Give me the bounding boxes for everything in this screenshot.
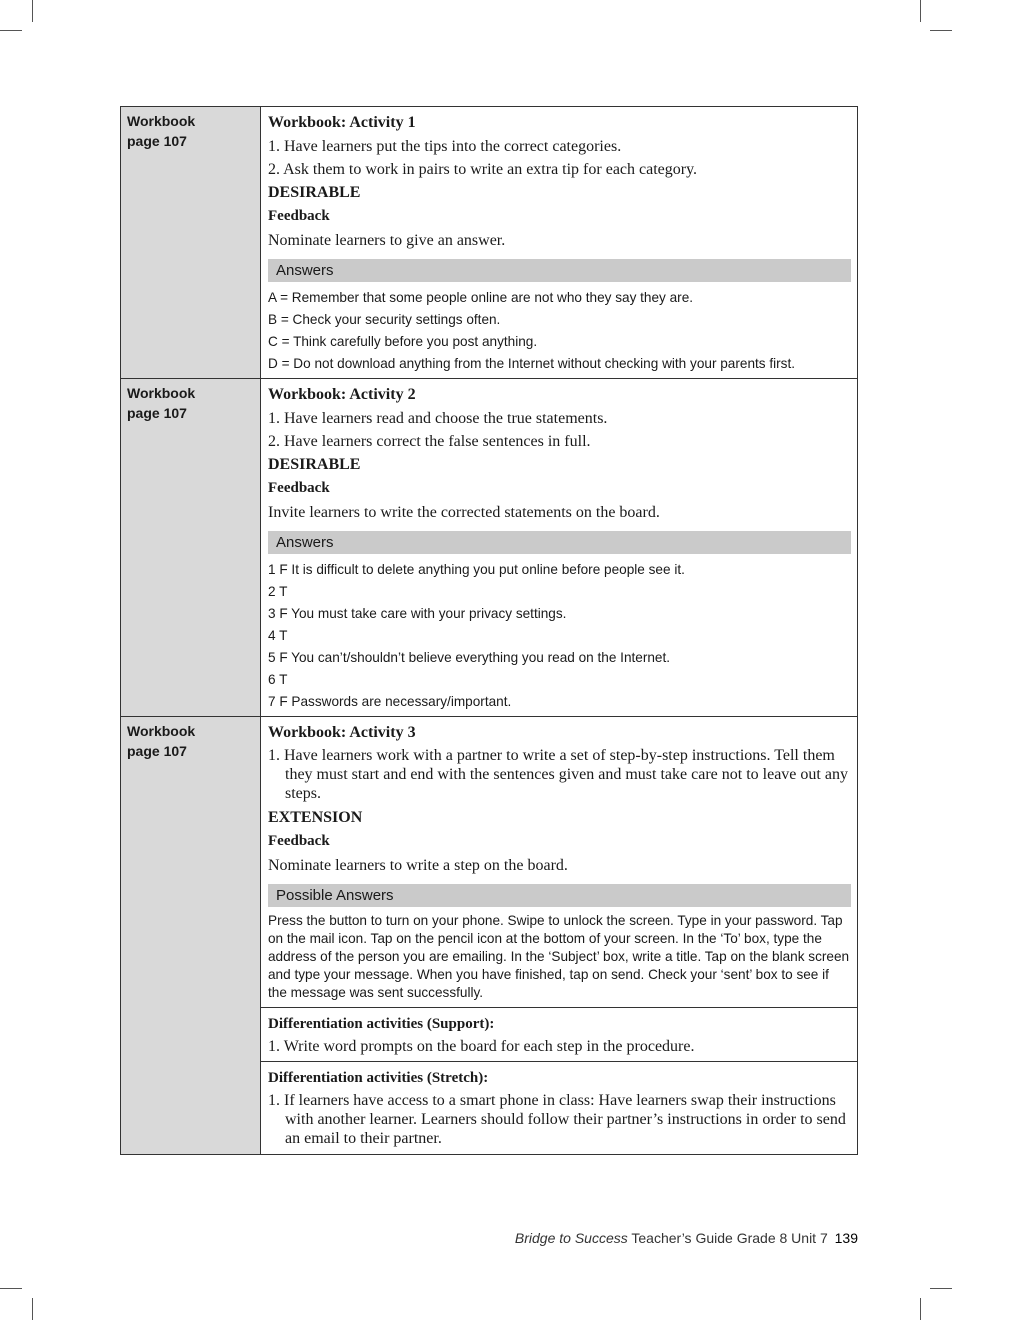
step: 1. If learners have access to a smart phone in class: Have learners swap their instructions with another learner. Learners should follow their partner’s instructions in order to send an email to their partner. — [268, 1092, 846, 1147]
support-cell — [261, 1008, 858, 1062]
support-title: Differentiation activities (Support): — [268, 1016, 495, 1032]
workbook-ref-cell — [121, 717, 261, 1155]
step: 1. Have learners read and choose the true statements. — [268, 410, 608, 427]
step: 1. Have learners put the tips into the correct categories. — [268, 138, 622, 155]
answer-line: A = Remember that some people online are not who they say they are. — [268, 290, 694, 305]
stretch-cell — [261, 1062, 858, 1155]
activity-title: Workbook: Activity 2 — [268, 386, 416, 403]
workbook-ref-cell — [121, 107, 261, 379]
crop-mark — [930, 30, 952, 31]
answer-line: 4 T — [268, 628, 288, 643]
answers-heading: Answers — [268, 259, 851, 282]
table-row — [121, 107, 858, 379]
step: 2. Ask them to work in pairs to write an extra tip for each category. — [268, 161, 698, 178]
activity-cell — [261, 717, 858, 1008]
answer-line: 1 F It is difficult to delete anything you put online before people see it. — [268, 562, 685, 577]
answer-line: D = Do not download anything from the Internet without checking with your parents first. — [268, 356, 796, 371]
book-title: Bridge to Success — [514, 1230, 628, 1246]
feedback-text: Nominate learners to write a step on the board. — [268, 857, 568, 874]
feedback-text: Invite learners to write the corrected statements on the board. — [268, 504, 660, 521]
crop-mark — [0, 1288, 22, 1289]
activity-title: Workbook: Activity 1 — [268, 114, 416, 131]
crop-mark — [32, 1298, 33, 1320]
page-footer — [300, 1230, 858, 1246]
step: 1. Have learners work with a partner to write a set of step-by-step instructions. Tell them they must start and end with the sentences given and must take care not to leave out any steps. — [268, 747, 848, 802]
crop-mark — [930, 1288, 952, 1289]
answer-line: C = Think carefully before you post anything. — [268, 334, 538, 349]
answer-line: 5 F You can’t/shouldn’t believe everything you read on the Internet. — [268, 650, 671, 665]
footer-subtitle: Teacher’s Guide Grade 8 Unit 7 — [631, 1230, 828, 1246]
answer-line: 6 T — [268, 672, 288, 687]
feedback-text: Nominate learners to give an answer. — [268, 232, 506, 249]
activity-cell — [261, 379, 858, 717]
page-number: 139 — [834, 1230, 858, 1246]
crop-mark — [32, 0, 33, 22]
possible-answers-heading: Possible Answers — [268, 884, 851, 907]
table-row — [121, 379, 858, 717]
workbook-ref: Workbook page 107 — [127, 385, 196, 421]
activity-tag: EXTENSION — [268, 809, 363, 826]
feedback-label: Feedback — [268, 480, 330, 496]
crop-mark — [920, 1298, 921, 1320]
answer-line: 7 F Passwords are necessary/important. — [268, 694, 512, 709]
activity-cell — [261, 107, 858, 379]
activity-tag: DESIRABLE — [268, 184, 361, 201]
table-row — [121, 717, 858, 1008]
workbook-ref-cell — [121, 379, 261, 717]
activity-tag: DESIRABLE — [268, 456, 361, 473]
stretch-title: Differentiation activities (Stretch): — [268, 1070, 489, 1086]
feedback-label: Feedback — [268, 833, 330, 849]
answer-paragraph: Press the button to turn on your phone. Swipe to unlock the screen. Type in your password. Tap on the mail icon. Tap on the pencil icon at the bottom of your screen. In the ‘To’ box, type the address of the person you are emailing. In the ‘Subject’ box, write a title. Tap on the blank screen and type your message. When you have finished, tap on send. Check your ‘sent’ box to see if the message was sent successfully. — [268, 913, 850, 1000]
workbook-ref: Workbook page 107 — [127, 723, 196, 759]
step: 1. Write word prompts on the board for each step in the procedure. — [268, 1038, 695, 1055]
workbook-ref: Workbook page 107 — [127, 113, 196, 149]
answer-line: B = Check your security settings often. — [268, 312, 501, 327]
answer-line: 3 F You must take care with your privacy settings. — [268, 606, 567, 621]
step: 2. Have learners correct the false sentences in full. — [268, 433, 591, 450]
activity-title: Workbook: Activity 3 — [268, 724, 416, 741]
crop-mark — [920, 0, 921, 22]
lesson-table — [120, 106, 858, 1155]
feedback-label: Feedback — [268, 208, 330, 224]
crop-mark — [0, 30, 22, 31]
answer-line: 2 T — [268, 584, 288, 599]
answers-heading: Answers — [268, 531, 851, 554]
